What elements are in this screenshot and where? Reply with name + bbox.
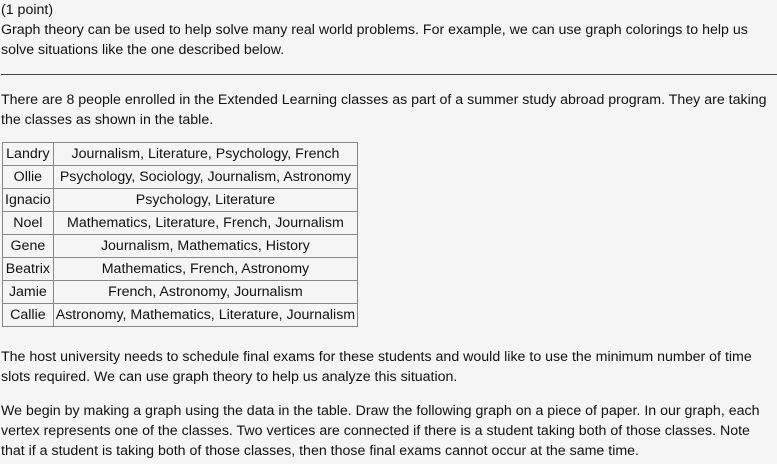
- student-name: Ollie: [3, 166, 54, 189]
- intro-text: Graph theory can be used to help solve many real world problems. For example, we can use graph colorings to help us solve situations like the one described below.: [1, 22, 748, 58]
- divider: [1, 74, 777, 75]
- student-name: Noel: [3, 212, 54, 235]
- student-classes: Astronomy, Mathematics, Literature, Journalism: [53, 304, 357, 327]
- student-name: Callie: [3, 304, 54, 327]
- table-row: [3, 281, 358, 304]
- student-name: Gene: [3, 235, 54, 258]
- table-row: [3, 166, 358, 189]
- student-name: Landry: [3, 143, 54, 166]
- point-value: (1 point): [1, 2, 54, 18]
- enrollment-paragraph: There are 8 people enrolled in the Extended Learning classes as part of a summer study abroad program. They are taking the classes as shown in the table.: [1, 92, 767, 128]
- table-row: [3, 143, 358, 166]
- student-classes: Psychology, Sociology, Journalism, Astronomy: [53, 166, 357, 189]
- table-row: [3, 235, 358, 258]
- student-classes: French, Astronomy, Journalism: [53, 281, 357, 304]
- student-name: Beatrix: [3, 258, 54, 281]
- table-row: [3, 304, 358, 327]
- student-classes: Mathematics, French, Astronomy: [53, 258, 357, 281]
- graph-instructions-paragraph: We begin by making a graph using the data in the table. Draw the following graph on a piece of paper. In our graph, each vertex represents one of the classes. Two vertices are connected if there is a student taking both of those classes. Note that if a student is taking both of those classes, then those final exams cannot occur at the same time.: [1, 403, 760, 459]
- table-row: [3, 212, 358, 235]
- enrollment-table: [2, 142, 358, 327]
- student-name: Ignacio: [3, 189, 54, 212]
- student-classes: Mathematics, Literature, French, Journalism: [53, 212, 357, 235]
- student-classes: Journalism, Mathematics, History: [53, 235, 357, 258]
- student-classes: Journalism, Literature, Psychology, French: [53, 143, 357, 166]
- scheduling-paragraph: The host university needs to schedule final exams for these students and would like to use the minimum number of time slots required. We can use graph theory to help us analyze this situation.: [1, 349, 752, 385]
- table-row: [3, 258, 358, 281]
- table-row: [3, 189, 358, 212]
- student-name: Jamie: [3, 281, 54, 304]
- student-classes: Psychology, Literature: [53, 189, 357, 212]
